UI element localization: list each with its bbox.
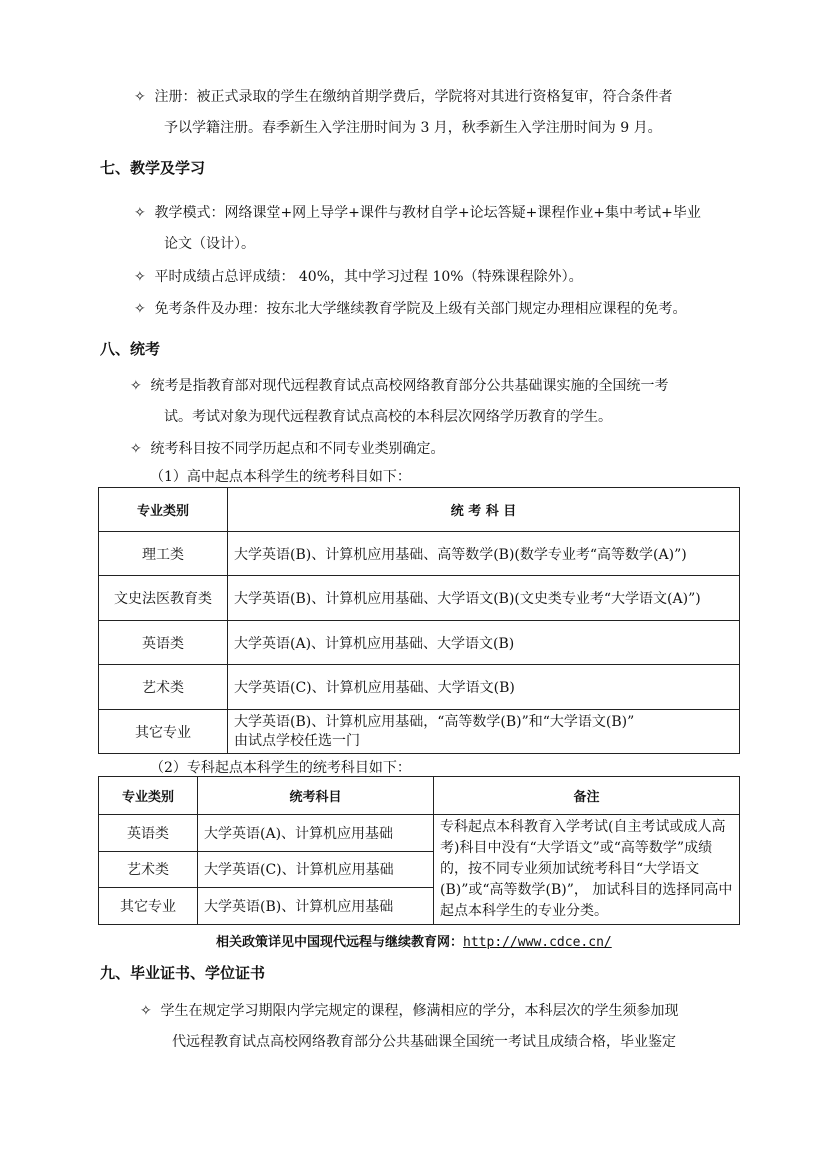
policy-note: 相关政策详见中国现代远程与继续教育网：http://www.cdce.cn/ (216, 935, 612, 950)
section-8-item-2: ✧ 统考科目按不同学历起点和不同专业类别确定。 (130, 441, 445, 457)
policy-link[interactable]: http://www.cdce.cn/ (463, 935, 612, 950)
bullet-icon: ✧ (134, 269, 146, 285)
table-row (99, 665, 740, 710)
table-1-category: 艺术类 (99, 665, 228, 710)
table-1-subjects: 大学英语(C)、计算机应用基础、大学语文(B) (228, 665, 740, 710)
table-2-header-subjects: 统考科目 (198, 777, 434, 815)
section-9-item-1: ✧ 学生在规定学习期限内学完规定的课程，修满相应的学分，本科层次的学生须参加现 (140, 1003, 679, 1019)
table-row (99, 815, 740, 852)
section-7-item-2: ✧ 平时成绩占总评成绩： 40%，其中学习过程 10%（特殊课程除外）。 (134, 269, 583, 285)
table-row (99, 710, 740, 754)
table-1-category: 文史法医教育类 (99, 576, 228, 621)
section-7-item-1: ✧ 教学模式：网络课堂+网上导学+课件与教材自学+论坛答疑+课程作业+集中考试+毕业 (134, 205, 701, 221)
bullet-icon: ✧ (134, 89, 146, 105)
table-1-subjects-line-2: 由试点学校任选一门 (234, 732, 360, 749)
section-9-item-1-cont: 代远程教育试点高校网络教育部分公共基础课全国统一考试且成绩合格，毕业鉴定 (172, 1034, 676, 1050)
table-2-header-remark: 备注 (434, 777, 740, 815)
table-row (99, 532, 740, 576)
table-1-subjects: 大学英语(A)、计算机应用基础、大学语文(B) (228, 621, 740, 665)
table-2-subjects: 大学英语(B)、计算机应用基础 (198, 888, 434, 925)
table-row (99, 576, 740, 621)
table-1-category: 理工类 (99, 532, 228, 576)
bullet-icon: ✧ (130, 378, 142, 394)
table-2-caption: （2）专科起点本科学生的统考科目如下： (150, 760, 411, 776)
section-7-item-1-cont: 论文（设计）。 (164, 236, 255, 252)
table-2-subjects: 大学英语(C)、计算机应用基础 (198, 851, 434, 888)
table-2-category: 英语类 (99, 815, 198, 852)
table-2-header-category: 专业类别 (99, 777, 198, 815)
bullet-icon: ✧ (130, 441, 142, 457)
table-2 (98, 776, 740, 925)
table-1-subjects (228, 710, 740, 754)
table-1-header-subjects: 统 考 科 目 (228, 488, 740, 532)
table-row (99, 621, 740, 665)
table-1-category: 其它专业 (99, 710, 228, 754)
table-1 (98, 487, 740, 754)
registration-line-1: ✧ 注册：被正式录取的学生在缴纳首期学费后，学院将对其进行资格复审，符合条件者 (134, 89, 673, 105)
section-7-title: 七、教学及学习 (100, 159, 206, 177)
table-2-category: 其它专业 (99, 888, 198, 925)
section-9-title: 九、毕业证书、学位证书 (100, 964, 266, 982)
bullet-icon: ✧ (140, 1003, 152, 1019)
table-1-caption: （1）高中起点本科学生的统考科目如下： (150, 469, 411, 485)
section-8-title: 八、统考 (100, 340, 161, 358)
table-2-remark: 专科起点本科教育入学考试(自主考试或成人高考)科目中没有“大学语文”或“高等数学”成绩的，按不同专业须加试统考科目“大学语文(B)”或“高等数学(B)”， 加试科目的选择同高中起点本科学生的专业分类。 (434, 815, 740, 925)
table-2-header-row (99, 777, 740, 815)
registration-line-2: 予以学籍注册。春季新生入学注册时间为 3 月，秋季新生入学注册时间为 9 月。 (164, 120, 662, 136)
bullet-icon: ✧ (134, 301, 146, 317)
table-1-header-row (99, 488, 740, 532)
table-1-category: 英语类 (99, 621, 228, 665)
bullet-icon: ✧ (134, 205, 146, 221)
section-8-item-1-cont: 试。考试对象为现代远程教育试点高校的本科层次网络学历教育的学生。 (164, 409, 612, 425)
table-2-category: 艺术类 (99, 851, 198, 888)
section-8-item-1: ✧ 统考是指教育部对现代远程教育试点高校网络教育部分公共基础课实施的全国统一考 (130, 378, 669, 394)
table-1-subjects: 大学英语(B)、计算机应用基础、高等数学(B)(数学专业考“高等数学(A)”) (228, 532, 740, 576)
table-2-subjects: 大学英语(A)、计算机应用基础 (198, 815, 434, 852)
table-1-header-category: 专业类别 (99, 488, 228, 532)
table-1-subjects-line-1: 大学英语(B)、计算机应用基础，“高等数学(B)”和“大学语文(B)” (234, 713, 635, 730)
table-1-subjects: 大学英语(B)、计算机应用基础、大学语文(B)(文史类专业考“大学语文(A)”) (228, 576, 740, 621)
section-7-item-3: ✧ 免考条件及办理：按东北大学继续教育学院及上级有关部门规定办理相应课程的免考。 (134, 301, 687, 317)
